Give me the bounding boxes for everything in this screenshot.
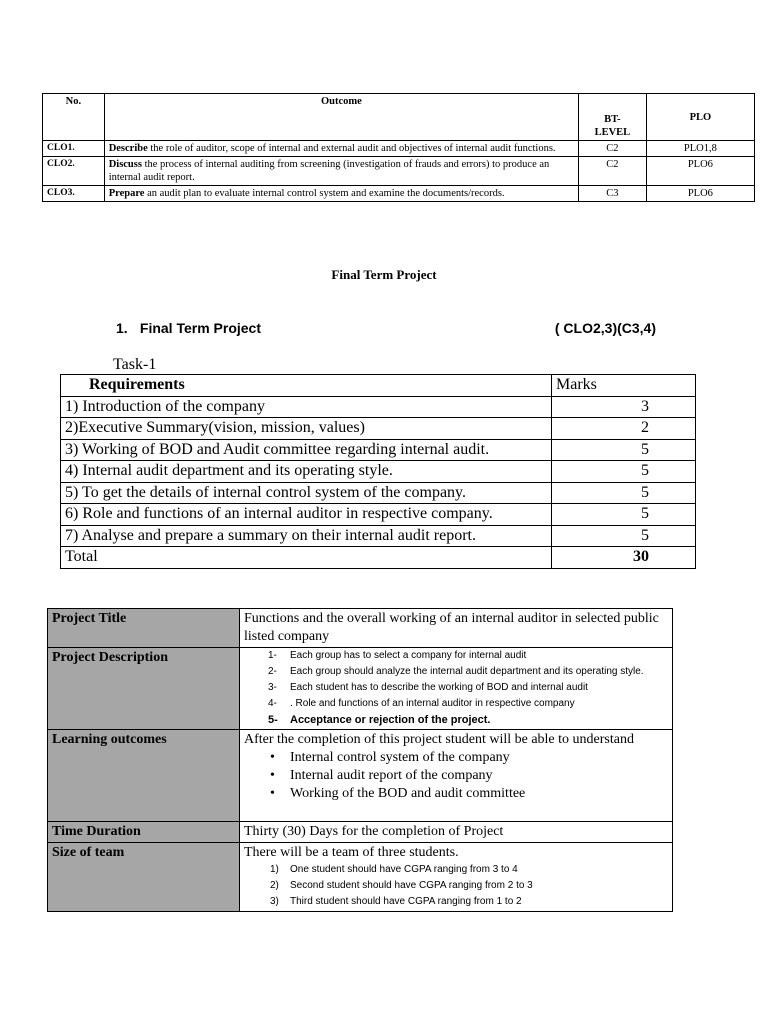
team-size-row: [48, 843, 673, 912]
task-label: Task-1: [113, 356, 157, 373]
list-item-text: Each group has to select a company for internal audit: [290, 650, 527, 661]
clo-bt-level: C2: [579, 141, 647, 157]
time-duration-row: [48, 822, 673, 843]
bullet-item: • Internal control system of the company: [244, 749, 668, 767]
requirement-text: 6) Role and functions of an internal auditor in respective company.: [61, 504, 552, 526]
requirement-row: [61, 461, 696, 483]
bullet-item: • Working of the BOD and audit committee: [244, 785, 668, 803]
time-duration-label: Time Duration: [48, 822, 240, 843]
clo-plo: PLO6: [646, 186, 754, 202]
requirement-marks: 5: [552, 504, 696, 526]
requirement-row: [61, 482, 696, 504]
list-item-number: 3-: [268, 682, 277, 693]
requirements-table: [60, 374, 696, 569]
total-marks: 30: [552, 547, 696, 569]
requirement-text: 1) Introduction of the company: [61, 396, 552, 418]
clo-bt-level: C2: [579, 157, 647, 186]
time-duration-value: Thirty (30) Days for the completion of Project: [240, 822, 673, 843]
learning-outcomes-row: [48, 730, 673, 822]
list-item-text: Each group should analyze the internal audit department and its operating style.: [290, 666, 644, 677]
requirement-marks: 5: [552, 461, 696, 483]
project-details-table: [47, 608, 673, 912]
outcome-row: [43, 141, 755, 157]
team-criteria-list: [244, 862, 668, 910]
list-item-text: One student should have CGPA ranging from 3 to 4: [290, 864, 518, 875]
list-item-text: Third student should have CGPA ranging from 1 to 2: [290, 896, 522, 907]
requirement-row: [61, 396, 696, 418]
marks-header: Marks: [552, 375, 696, 397]
requirement-text: 2)Executive Summary(vision, mission, values): [61, 418, 552, 440]
list-item: [244, 862, 668, 878]
list-item-text: Each student has to describe the working of BOD and internal audit: [290, 682, 588, 693]
list-item-text: . Role and functions of an internal auditor in respective company: [290, 698, 575, 709]
requirement-marks: 5: [552, 482, 696, 504]
clo-number: CLO1.: [43, 141, 105, 157]
project-title-label: Project Title: [48, 609, 240, 648]
list-item-number: 2-: [268, 666, 277, 677]
clo-number: CLO3.: [43, 186, 105, 202]
list-item: [244, 696, 668, 712]
header-no: No.: [43, 94, 105, 141]
requirement-text: 4) Internal audit department and its operating style.: [61, 461, 552, 483]
project-heading-title: Final Term Project: [139, 320, 261, 336]
requirements-header-row: [61, 375, 696, 397]
project-title-value: Functions and the overall working of an internal auditor in selected public listed company: [240, 609, 673, 648]
clo-text: the process of internal auditing from screening (investigation of frauds and errors) to produce an internal audit report.: [108, 159, 550, 183]
list-item-number: 1): [270, 864, 279, 875]
requirement-marks: 5: [552, 525, 696, 547]
header-plo: PLO: [646, 94, 754, 141]
clo-description: [104, 157, 578, 186]
total-label: Total: [61, 547, 552, 569]
clo-text: an audit plan to evaluate internal control system and examine the documents/records.: [144, 188, 505, 199]
header-bt-level: BT- LEVEL: [579, 94, 647, 141]
requirement-row: [61, 525, 696, 547]
header-outcome: Outcome: [104, 94, 578, 141]
requirement-row: [61, 439, 696, 461]
outcome-table: [42, 93, 755, 202]
requirement-row: [61, 504, 696, 526]
clo-text: the role of auditor, scope of internal and external audit and objectives of internal audit functions.: [147, 143, 556, 154]
clo-description: [104, 141, 578, 157]
outcome-row: [43, 157, 755, 186]
clo-bt-level: C3: [579, 186, 647, 202]
bullet-item: • Internal audit report of the company: [244, 767, 668, 785]
list-item-number: 3): [270, 896, 279, 907]
list-item: [244, 680, 668, 696]
clo-description: [104, 186, 578, 202]
project-description-value: [240, 648, 673, 730]
list-item: [244, 648, 668, 664]
clo-plo: PLO6: [646, 157, 754, 186]
outcome-header-row: [43, 94, 755, 141]
list-item: [244, 712, 668, 728]
clo-verb: Describe: [108, 143, 148, 154]
section-title: Final Term Project: [331, 267, 437, 282]
list-item-text: Second student should have CGPA ranging from 2 to 3: [290, 880, 533, 891]
clo-verb: Discuss: [108, 159, 142, 170]
requirements-header: Requirements: [61, 375, 552, 397]
requirement-marks: 3: [552, 396, 696, 418]
list-item-number: 4-: [268, 698, 277, 709]
project-heading: [116, 320, 656, 336]
list-item-number: 2): [270, 880, 279, 891]
learning-outcomes-label: Learning outcomes: [48, 730, 240, 822]
list-item-number: 5-: [268, 714, 278, 726]
requirement-marks: 2: [552, 418, 696, 440]
outcome-row: [43, 186, 755, 202]
clo-number: CLO2.: [43, 157, 105, 186]
requirement-row: [61, 418, 696, 440]
team-size-intro: There will be a team of three students.: [244, 845, 459, 860]
project-clo-reference: ( CLO2,3)(C3,4): [554, 320, 656, 336]
learning-outcomes-list: [244, 749, 668, 803]
list-item: [244, 664, 668, 680]
team-size-label: Size of team: [48, 843, 240, 912]
list-item-text: Acceptance or rejection of the project.: [290, 714, 491, 726]
requirement-marks: 5: [552, 439, 696, 461]
learning-outcomes-value: [240, 730, 673, 822]
clo-plo: PLO1,8: [646, 141, 754, 157]
list-item-number: 1-: [268, 650, 277, 661]
total-row: [61, 547, 696, 569]
list-item: [244, 894, 668, 910]
clo-verb: Prepare: [108, 188, 145, 199]
requirement-text: 5) To get the details of internal control system of the company.: [61, 482, 552, 504]
learning-outcomes-intro: After the completion of this project student will be able to understand: [244, 732, 634, 747]
project-description-list: [244, 648, 668, 728]
project-number: 1.: [116, 320, 128, 336]
team-size-value: [240, 843, 673, 912]
requirement-text: 7) Analyse and prepare a summary on their internal audit report.: [61, 525, 552, 547]
requirement-text: 3) Working of BOD and Audit committee regarding internal audit.: [61, 439, 552, 461]
project-title-row: [48, 609, 673, 648]
project-description-label: Project Description: [48, 648, 240, 730]
project-description-row: [48, 648, 673, 730]
list-item: [244, 878, 668, 894]
